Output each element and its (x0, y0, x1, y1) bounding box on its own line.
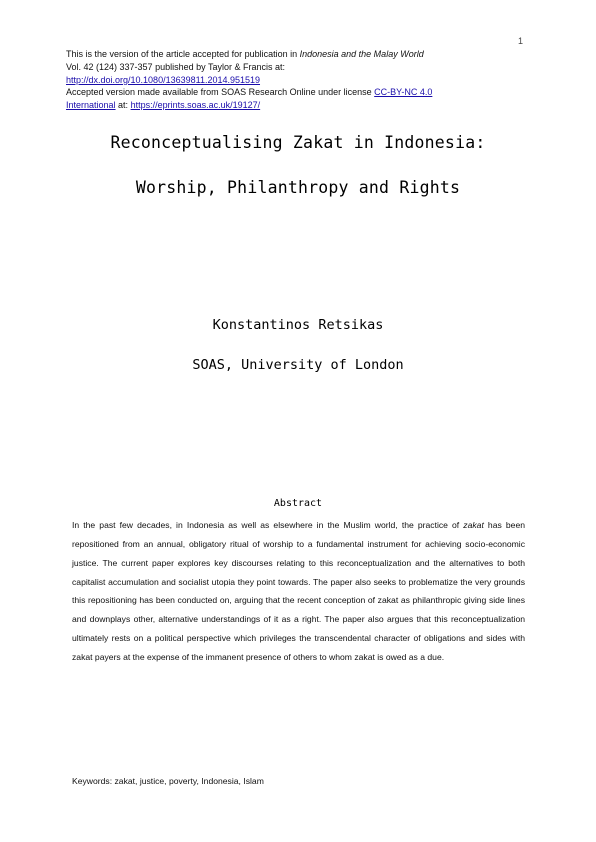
publication-note-line-4 (66, 86, 516, 99)
eprints-prefix: at: (115, 100, 131, 111)
license-link[interactable]: CC-BY-NC 4.0 (374, 87, 433, 98)
abstract-italic-term: zakat (463, 520, 484, 530)
publication-note-line-3 (66, 74, 516, 87)
publication-note-line-1 (66, 48, 516, 61)
license-prefix: Accepted version made available from SOAS Research Online under license (66, 87, 375, 98)
paper-title-line-1: Reconceptualising Zakat in Indonesia: (110, 133, 486, 152)
eprints-link[interactable]: https://eprints.soas.ac.uk/19127/ (130, 100, 261, 111)
license-link-continued[interactable]: International (66, 100, 116, 111)
abstract-text-start: In the past few decades, in Indonesia as well as elsewhere in the Muslim world, the practice of (72, 520, 464, 530)
paper-title-line-2: Worship, Philanthropy and Rights (135, 178, 461, 197)
page-number: 1 (517, 36, 523, 46)
publication-note (66, 48, 516, 112)
abstract-text-rest: has been repositioned from an annual, obligatory ritual of worship to a fundamental instrument for achieving socio-economic justice. The current paper explores key discourses relating to this reconceptualization and the alternatives to both capitalist accumulation and socialist utopia they point towards. The paper also seeks to problematize the very grounds this repositioning has been conducted on, arguing that the recent conception of zakat as philanthropic giving side lines and downplays other, alternative understandings of it as a right. The paper also argues that this reconceptualization ultimately rests on a political perspective which privileges the transcendental character of obligations and sides with zakat payers at the expense of the immanent presence of others to whom zakat is owed as a due. (72, 520, 525, 662)
keywords: Keywords: zakat, justice, poverty, Indonesia, Islam (72, 776, 264, 786)
publication-note-prefix: This is the version of the article accepted for publication in (66, 49, 300, 59)
abstract-heading: Abstract (273, 498, 323, 509)
publication-note-line-5 (66, 99, 516, 112)
publication-note-line-2: Vol. 42 (124) 337-357 published by Taylor & Francis at: (66, 61, 285, 72)
author-name: Konstantinos Retsikas (212, 317, 384, 333)
author-affiliation: SOAS, University of London (192, 357, 404, 373)
journal-name: Indonesia and the Malay World (299, 49, 424, 59)
doi-link[interactable]: http://dx.doi.org/10.1080/13639811.2014.951519 (66, 74, 261, 85)
abstract-body (72, 516, 525, 667)
